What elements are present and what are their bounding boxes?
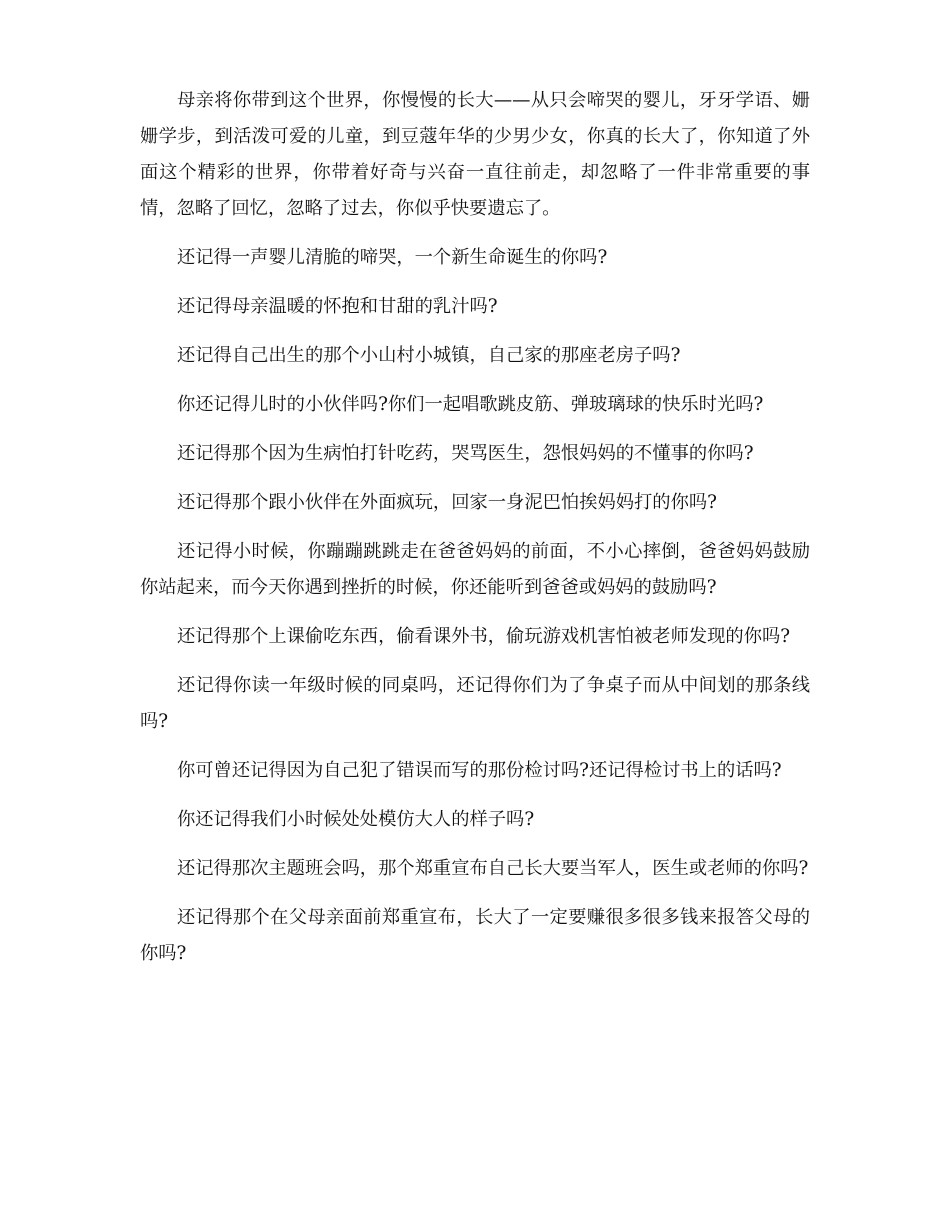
paragraph: 母亲将你带到这个世界，你慢慢的长大——从只会啼哭的婴儿，牙牙学语、姗姗学步，到活泼可爱的儿童，到豆蔻年华的少男少女，你真的长大了，你知道了外面这个精彩的世界，你带着好奇与兴奋一直往前走，却忽略了一件非常重要的事情，忽略了回忆，忽略了过去，你似乎快要遗忘了。 — [140, 90, 810, 219]
paragraph: 还记得那个在父母亲面前郑重宣布，长大了一定要赚很多很多钱来报答父母的你吗? — [140, 907, 810, 964]
paragraph: 你可曾还记得因为自己犯了错误而写的那份检讨吗?还记得检讨书上的话吗? — [177, 760, 782, 781]
paragraph: 你还记得儿时的小伙伴吗?你们一起唱歌跳皮筋、弹玻璃球的快乐时光吗? — [177, 394, 764, 415]
paragraph: 还记得一声婴儿清脆的啼哭，一个新生命诞生的你吗? — [177, 247, 608, 268]
document-body — [140, 83, 810, 985]
paragraph: 还记得那次主题班会吗，那个郑重宣布自己长大要当军人，医生或老师的你吗? — [177, 858, 809, 879]
paragraph: 还记得母亲温暖的怀抱和甘甜的乳汁吗? — [177, 296, 498, 317]
paragraph: 还记得那个上课偷吃东西，偷看课外书，偷玩游戏机害怕被老师发现的你吗? — [177, 626, 791, 647]
paragraph: 你还记得我们小时候处处模仿大人的样子吗? — [177, 809, 535, 830]
paragraph: 还记得小时候，你蹦蹦跳跳走在爸爸妈妈的前面，不小心摔倒，爸爸妈妈鼓励你站起来，而今天你遇到挫折的时候，你还能听到爸爸或妈妈的鼓励吗? — [140, 541, 810, 598]
paragraph: 还记得那个因为生病怕打针吃药，哭骂医生，怨恨妈妈的不懂事的你吗? — [177, 443, 754, 464]
paragraph: 还记得自己出生的那个小山村小城镇，自己家的那座老房子吗? — [177, 345, 681, 366]
paragraph: 还记得你读一年级时候的同桌吗，还记得你们为了争桌子而从中间划的那条线吗? — [140, 675, 810, 732]
paragraph: 还记得那个跟小伙伴在外面疯玩，回家一身泥巴怕挨妈妈打的你吗? — [177, 492, 717, 513]
